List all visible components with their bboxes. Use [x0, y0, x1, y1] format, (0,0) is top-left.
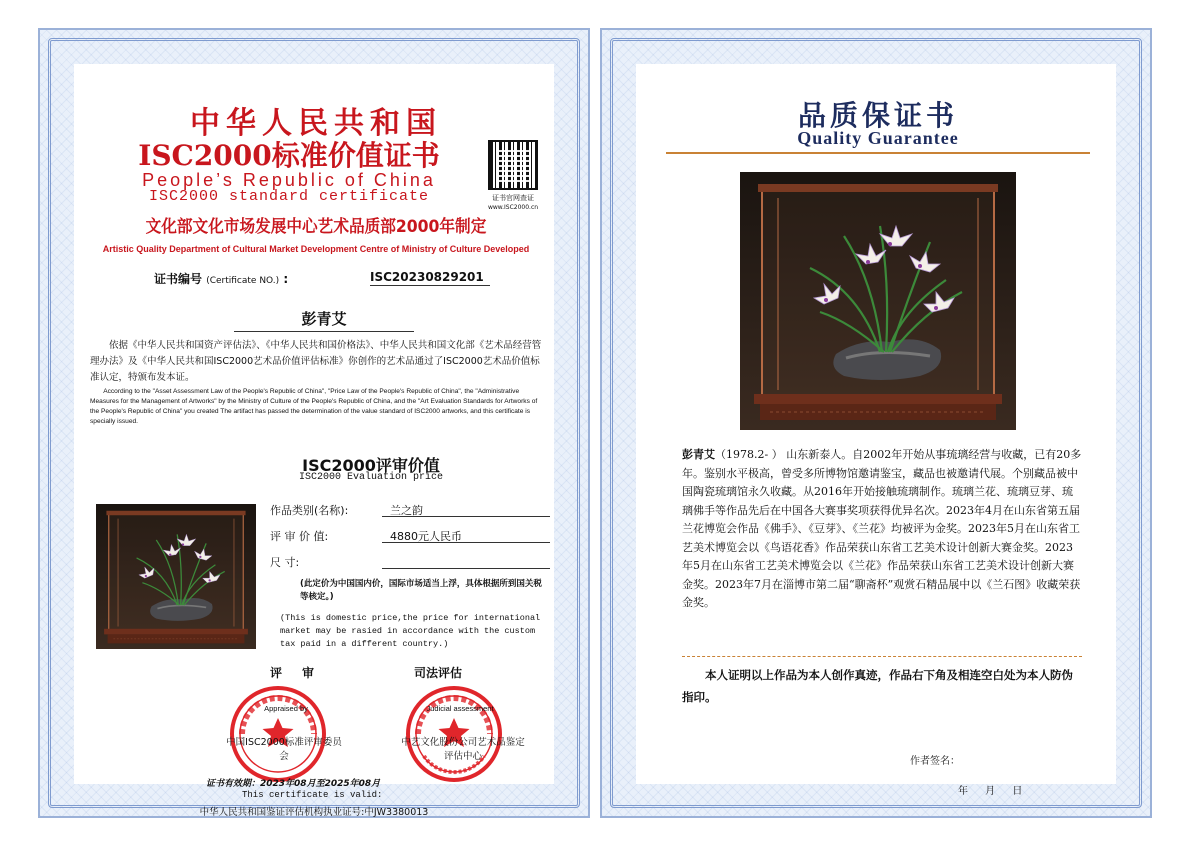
- seal-caption-right: Judicial assessment: [426, 704, 494, 713]
- isc2000-certificate: [38, 28, 590, 818]
- guarantee-title: 品质保证书: [797, 99, 958, 132]
- price-note-en: (This is domestic price,the price for international market may be rasied in accordance with the custom tax paid in a different country.): [280, 613, 541, 649]
- quality-guarantee-certificate: [600, 28, 1152, 818]
- bio-text: （1978.2- ） 山东新泰人。自2002年开始从事琉璃经营与收藏，已有20多年。鉴别水平极高，曾受多所博物馆邀请鉴宝，藏品也被邀请代展。个别藏品被中国陶瓷琉璃馆永久收藏。从2016年开始接触琉璃制作。琉璃兰花、琉璃豆芽、琉璃佛手等作品先后在中国各大赛事奖项获得优异名次。2023年4月在山东省第五届兰花博览会作品《佛手》、《豆芽》、《兰花》均被评为金奖。2023年5月在山东省工艺美术博览会以《鸟语花香》作品荣获山东省工艺美术设计创新大赛金奖。2023年5月在山东省工艺美术博览会以《兰花》作品荣获山东省工艺美术设计创新大赛金奖。2023年7月在淄博市第二届“聊斋杯”观赏石精品展中以《兰石图》收藏荣获金奖。: [682, 448, 1082, 609]
- price-note: (此定价为中国国内价，国际市场适当上浮，具体根据所到国关税等核定。): [300, 579, 542, 602]
- field-row-name: [270, 496, 550, 522]
- field-row-value: [270, 522, 550, 548]
- judicial-label: 司法评估: [414, 666, 463, 680]
- guarantee-title-en: Quality Guarantee: [797, 128, 959, 148]
- department-title-en: Artistic Quality Department of Cultural Market Development Centre of Ministry of Culture Developed: [102, 244, 530, 254]
- field-label: 尺 寸:: [270, 556, 300, 569]
- field-row-size: [270, 548, 550, 574]
- certificate-body: [74, 64, 554, 818]
- statement-divider: [682, 656, 1082, 657]
- cert-no-label-en: (Certificate NO.): [206, 276, 280, 286]
- author-signature-label: 作者签名：: [910, 756, 960, 767]
- evaluation-subtitle: ISC2000 Evaluation price: [298, 472, 444, 483]
- certificate-title-en: ISC2000 standard certificate: [148, 188, 430, 205]
- guarantee-body: [636, 64, 1116, 797]
- bio-name: 彭青艾: [682, 448, 715, 461]
- cert-no-label-cn: 证书编号: [154, 272, 203, 286]
- certificate-title: ISC2000标准价值证书: [138, 139, 440, 172]
- artist-biography: [682, 446, 1082, 613]
- field-label: 评 审 价 值:: [270, 530, 329, 543]
- artwork-photo-large: [740, 172, 1016, 430]
- qr-code-icon[interactable]: [488, 140, 538, 190]
- field-value: 4880元人民币: [382, 528, 550, 543]
- validity-period: 证书有效期：2023年08月至2025年08月: [206, 779, 381, 789]
- certificate-number-label: [154, 270, 288, 287]
- evaluation-title: ISC2000评审价值: [302, 456, 440, 475]
- field-value: [382, 554, 550, 569]
- legal-basis-paragraph-en: According to the "Asset Assessment Law of the People's Republic of China", "Price Law of the People's Republic of China", the "Administrative Measures for the Management of Artworks" by the Ministry of Culture of the People's Republic of China, and the "Art Evaluation Standards for Artworks of the People's Republic of China" you created The artifact has passed the determination of the value standard of ISC2000 artworks, and this certificate is specially issued.: [90, 388, 538, 425]
- artist-name: 彭青艾: [234, 308, 414, 332]
- license-number: 中华人民共和国鉴证评估机构执业证号:中JW3380013: [199, 807, 429, 818]
- seal-caption-left: Appraised by: [264, 704, 308, 713]
- field-value: 兰之韵: [382, 502, 550, 517]
- qr-label: 证书官网查证: [492, 194, 534, 202]
- title-divider: [666, 152, 1090, 154]
- review-seal-icon: [228, 684, 328, 784]
- artwork-fields: [270, 496, 550, 574]
- authenticity-statement: 本人证明以上作品为本人创作真迹，作品右下角及相连空白处为本人防伪指印。: [682, 668, 1073, 704]
- country-title-en: People’s Republic of China: [142, 170, 436, 190]
- review-label: 评审: [270, 666, 335, 680]
- date-label: 年 月 日: [958, 786, 1023, 797]
- judicial-organization: 中艺文化股份公司艺术品鉴定评估中心: [401, 737, 525, 762]
- country-title: 中华人民共和国: [190, 106, 442, 141]
- artwork-photo: [96, 504, 256, 649]
- cert-no-colon: :: [283, 272, 289, 286]
- field-label: 作品类别(名称):: [270, 504, 349, 517]
- department-title: 文化部文化市场发展中心艺术品质部2000年制定: [145, 217, 487, 237]
- validity-period-en: This certificate is valid:: [242, 790, 383, 800]
- legal-basis-paragraph: 依据《中华人民共和国资产评估法》、《中华人民共和国价格法》、中华人民共和国文化部《艺术品经营管理办法》及《中华人民共和国ISC2000艺术品价值评估标准》你创作的艺术品通过了ISC2000艺术品价值标准认定，特颁布发本证。: [90, 340, 542, 383]
- judicial-seal-icon: [404, 684, 504, 784]
- review-organization: 中国ISC2000标准评审委员会: [226, 737, 342, 762]
- qr-url: www.ISC2000.cn: [487, 204, 539, 211]
- certificate-number: ISC20230829201: [370, 270, 490, 286]
